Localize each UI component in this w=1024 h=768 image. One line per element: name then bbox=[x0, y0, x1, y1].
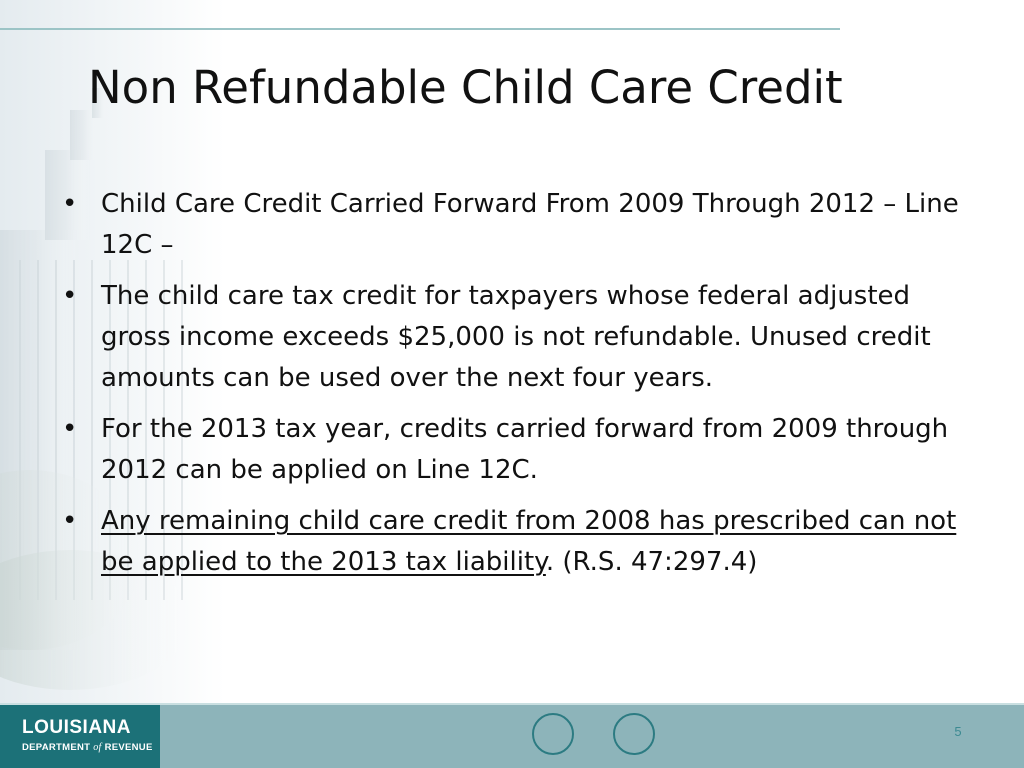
logo-subtitle-of: of bbox=[93, 742, 102, 753]
next-slide-icon[interactable] bbox=[613, 713, 655, 755]
bullet-item bbox=[62, 409, 962, 491]
bullet-text bbox=[101, 501, 962, 583]
bullet-text: The child care tax credit for taxpayers whose federal adjusted gross income exceeds $25,000 is not refundable. Unused credit amounts can be used over the next four years. bbox=[101, 281, 931, 393]
logo-subtitle-revenue: REVENUE bbox=[104, 742, 153, 753]
bullet-item bbox=[62, 184, 962, 266]
bullet-list bbox=[62, 184, 962, 593]
logo-subtitle-dept: DEPARTMENT bbox=[22, 742, 91, 753]
bullet-item bbox=[62, 501, 962, 583]
logo-title: LOUISIANA bbox=[22, 717, 131, 738]
bullet-symbol: • bbox=[62, 281, 78, 311]
slide-title: Non Refundable Child Care Credit bbox=[88, 61, 843, 114]
slide-number: 5 bbox=[954, 724, 962, 739]
bullet-symbol: • bbox=[62, 189, 78, 219]
bullet-text: For the 2013 tax year, credits carried forward from 2009 through 2012 can be applied on Line 12C. bbox=[101, 414, 949, 485]
top-divider-line bbox=[0, 28, 840, 30]
underlined-statement: Any remaining child care credit from 2008 has prescribed can not be applied to the 2013 tax liability bbox=[101, 506, 957, 577]
logo-subtitle bbox=[22, 742, 153, 753]
previous-slide-icon[interactable] bbox=[532, 713, 574, 755]
bullet-symbol: • bbox=[62, 506, 78, 536]
bullet-item bbox=[62, 276, 962, 399]
statute-citation: . (R.S. 47:297.4) bbox=[545, 547, 758, 577]
bullet-text: Child Care Credit Carried Forward From 2009 Through 2012 – Line 12C – bbox=[101, 189, 959, 260]
louisiana-revenue-logo bbox=[0, 705, 160, 768]
bullet-symbol: • bbox=[62, 414, 78, 444]
